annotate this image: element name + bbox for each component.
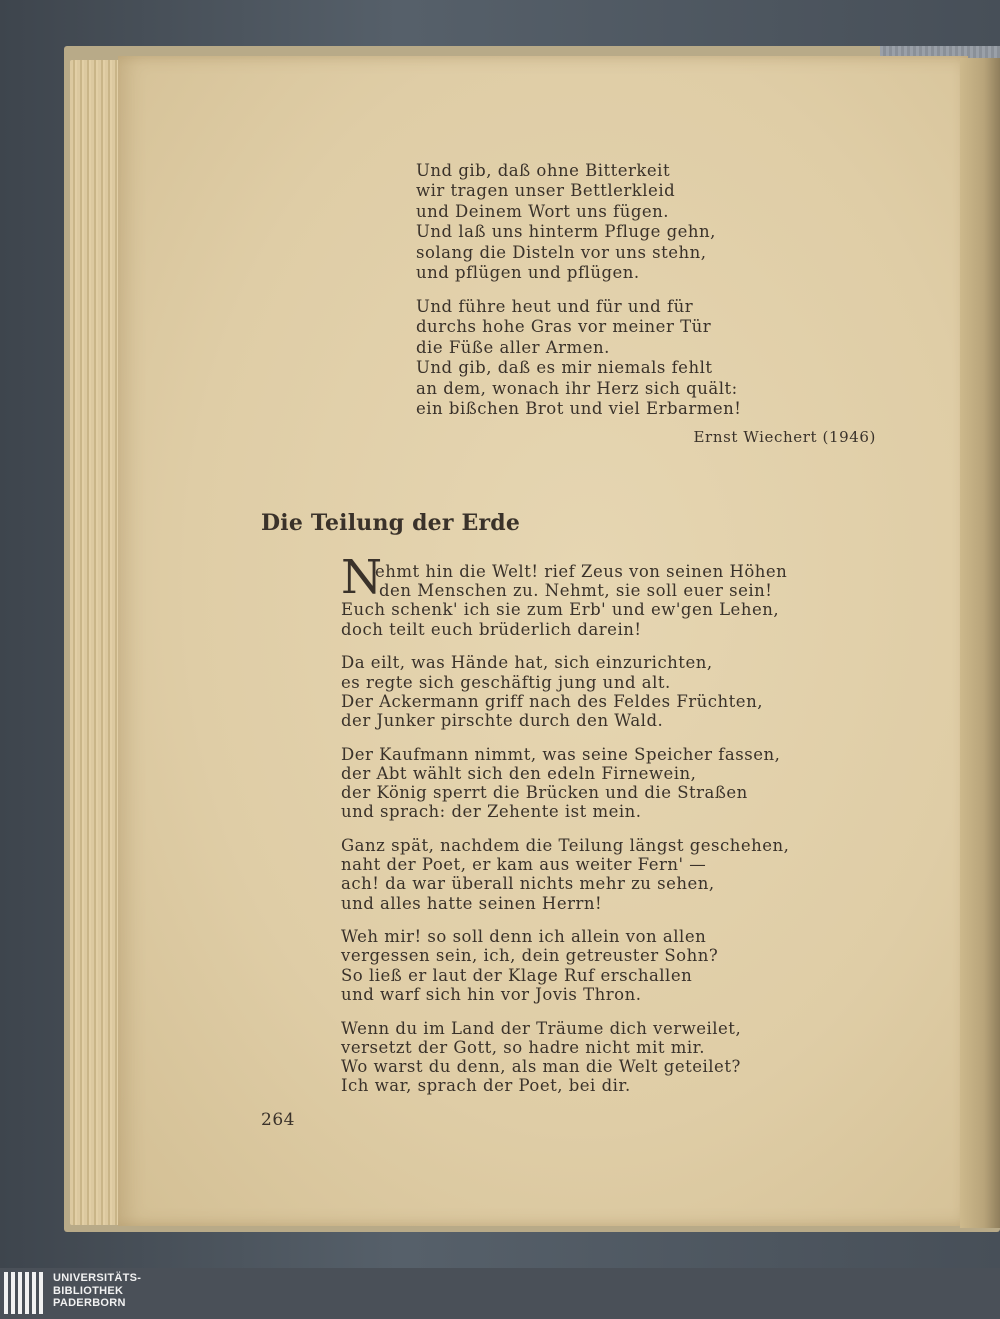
verse-line: und sprach: der Zehente ist mein. [341,802,642,822]
verse-line: Ganz spät, nachdem die Teilung längst geschehen, [341,835,790,855]
verse-line: an dem, wonach ihr Herz sich quält: [416,378,738,398]
verse-line: und alles hatte seinen Herrn! [341,893,603,913]
stanza-1 [416,161,716,283]
verse-line: und warf sich hin vor Jovis Thron. [341,984,642,1004]
library-footer [0,1268,1000,1319]
book-gutter [960,58,1000,1228]
library-logo-icon [4,1272,46,1318]
poem-attribution: Ernst Wiechert (1946) [693,428,876,446]
verse-line: Da eilt, was Hände hat, sich einzurichten, [341,653,713,673]
poem-stanza [341,927,789,1004]
verse-line: Ich war, sprach der Poet, bei dir. [341,1076,631,1096]
poem-stanza [341,562,789,639]
verse-line: Der Ackermann griff nach des Feldes Früchten, [341,691,763,711]
verse-line: und pflügen und pflügen. [416,263,640,283]
verse-line: wir tragen unser Bettlerkleid [416,181,676,201]
verse-line: der Junker pirschte durch den Wald. [341,710,664,730]
verse-line: versetzt der Gott, so hadre nicht mit mir. [341,1037,705,1057]
logo-line: BIBLIOTHEK [53,1284,124,1297]
poem-stanza [341,745,789,822]
poem-body [341,562,789,1110]
library-logo-text [53,1272,141,1310]
poem-stanza [341,836,789,913]
stanza-2 [416,297,741,419]
drop-cap: N [341,550,383,605]
logo-line: UNIVERSITÄTS- [53,1272,142,1284]
logo-line: PADERBORN [53,1297,126,1309]
verse-line: Und gib, daß es mir niemals fehlt [416,358,713,378]
verse-line: vergessen sein, ich, dein getreuster Sohn? [341,946,719,966]
poem-stanza [341,653,789,730]
verse-line: Euch schenk' ich sie zum Erb' und ew'gen Lehen, [341,600,780,620]
verse-line: den Menschen zu. Nehmt, sie soll euer sein! [379,581,773,601]
verse-line: die Füße aller Armen. [416,337,610,357]
verse-line: doch teilt euch brüderlich darein! [341,619,642,639]
verse-line: es regte sich geschäftig jung und alt. [341,672,671,692]
verse-line: ach! da war überall nichts mehr zu sehen, [341,874,715,894]
verse-line: ein bißchen Brot und viel Erbarmen! [416,399,742,419]
poem-title: Die Teilung der Erde [261,510,521,536]
verse-line: Und führe heut und für und für [416,297,694,316]
verse-line: Und gib, daß ohne Bitterkeit [416,161,671,180]
verse-line: So ließ er laut der Klage Ruf erschallen [341,965,693,985]
verse-line: Der Kaufmann nimmt, was seine Speicher fassen, [341,744,781,764]
verse-line: Weh mir! so soll denn ich allein von allen [341,927,707,947]
verse-line: der König sperrt die Brücken und die Straßen [341,783,748,803]
verse-line: Und laß uns hinterm Pfluge gehn, [416,222,716,242]
verse-line: naht der Poet, er kam aus weiter Fern' — [341,855,707,875]
page-number: 264 [261,1110,295,1130]
verse-line: der Abt wählt sich den edeln Firnewein, [341,763,697,783]
verse-line: ehmt hin die Welt! rief Zeus von seinen Höhen [375,562,788,581]
verse-line: solang die Disteln vor uns stehn, [416,242,707,262]
poem-stanza [341,1019,789,1096]
verse-line: und Deinem Wort uns fügen. [416,201,670,221]
verse-line: Wenn du im Land der Träume dich verweilet, [341,1018,742,1038]
verse-line: Wo warst du denn, als man die Welt geteilet? [341,1056,741,1076]
verse-line: durchs hohe Gras vor meiner Tür [416,317,712,337]
